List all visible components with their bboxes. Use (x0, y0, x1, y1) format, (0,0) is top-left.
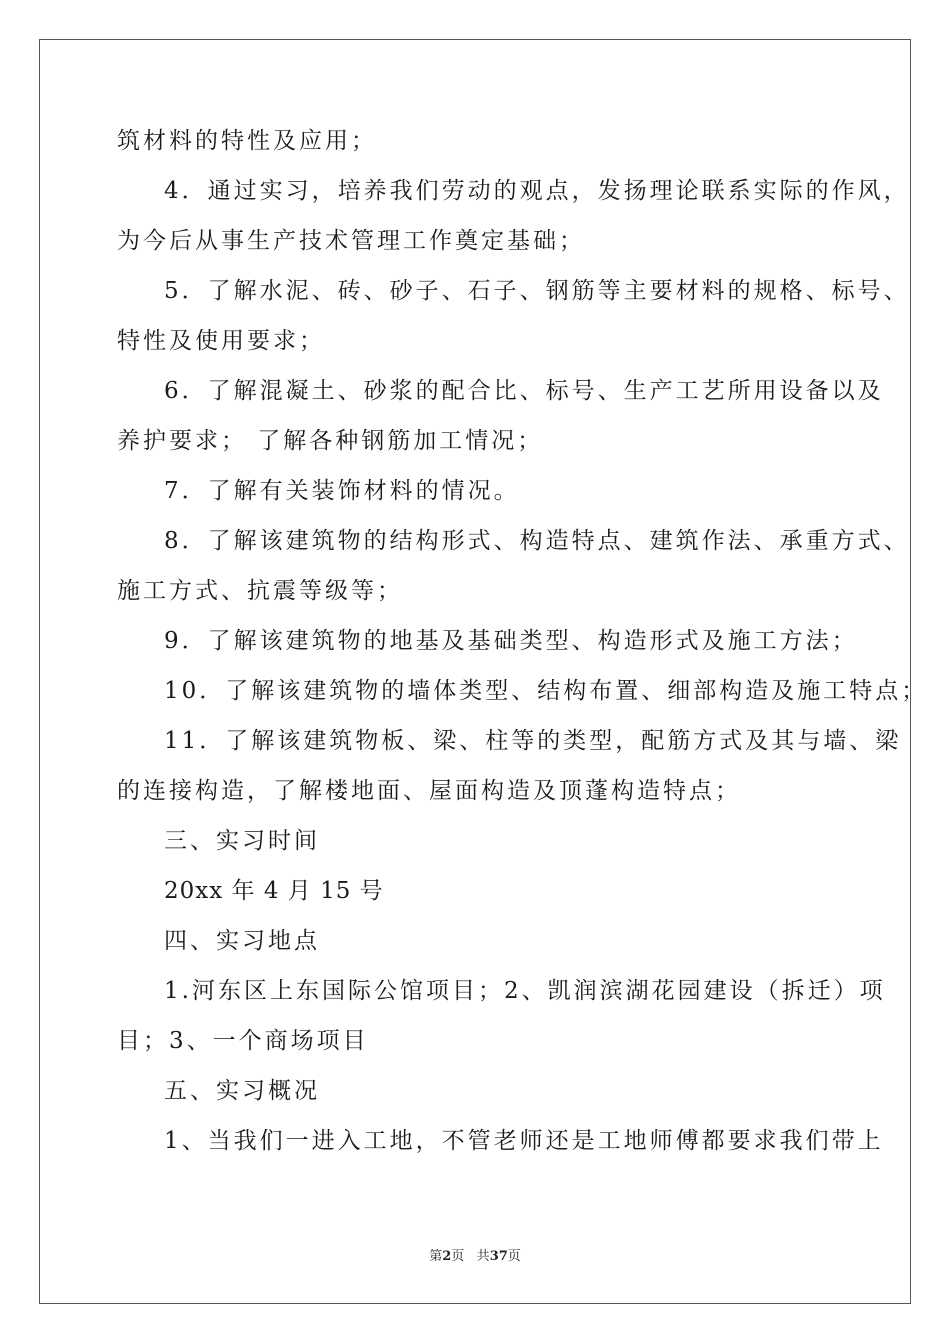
text-line: 4．通过实习，培养我们劳动的观点，发扬理论联系实际的作风， (164, 178, 910, 204)
text-line: 的连接构造，了解楼地面、屋面构造及顶蓬构造特点； (117, 778, 741, 804)
text-line: 6．了解混凝土、砂浆的配合比、标号、生产工艺所用设备以及 (164, 378, 884, 404)
text-line: 养护要求； 了解各种钢筋加工情况； (117, 428, 544, 454)
total-pages-number: 37 (489, 1249, 508, 1264)
footer-page-word: 页 (451, 1249, 465, 1264)
text-line: 施工方式、抗震等级等； (117, 578, 403, 604)
footer-total-prefix: 共 (476, 1249, 490, 1264)
footer-total-suffix: 页 (507, 1249, 521, 1264)
text-line: 10．了解该建筑物的墙体类型、结构布置、细部构造及施工特点； (164, 678, 928, 704)
section-heading: 四、实习地点 (164, 928, 320, 954)
text-line: 8．了解该建筑物的结构形式、构造特点、建筑作法、承重方式、 (164, 528, 910, 554)
text-line: 5．了解水泥、砖、砂子、石子、钢筋等主要材料的规格、标号、 (164, 278, 910, 304)
section-heading: 五、实习概况 (164, 1078, 320, 1104)
section-heading: 三、实习时间 (164, 828, 320, 854)
text-line: 为今后从事生产技术管理工作奠定基础； (117, 228, 585, 254)
text-line: 9．了解该建筑物的地基及基础类型、构造形式及施工方法； (164, 628, 858, 654)
text-line: 特性及使用要求； (117, 328, 325, 354)
text-line: 11．了解该建筑物板、梁、柱等的类型，配筋方式及其与墙、梁 (164, 728, 902, 754)
text-line: 20xx 年 4 月 15 号 (164, 878, 384, 904)
current-page-number: 2 (442, 1249, 452, 1264)
page-footer (0, 1248, 950, 1266)
text-line: 目；3、一个商场项目 (117, 1028, 369, 1054)
text-line: 筑材料的特性及应用； (117, 128, 377, 154)
text-line: 1.河东区上东国际公馆项目；2、凯润滨湖花园建设（拆迁）项 (164, 978, 886, 1004)
footer-prefix: 第 (429, 1249, 443, 1264)
text-line: 1、当我们一进入工地，不管老师还是工地师傅都要求我们带上 (164, 1128, 884, 1154)
text-line: 7．了解有关装饰材料的情况。 (164, 478, 520, 504)
